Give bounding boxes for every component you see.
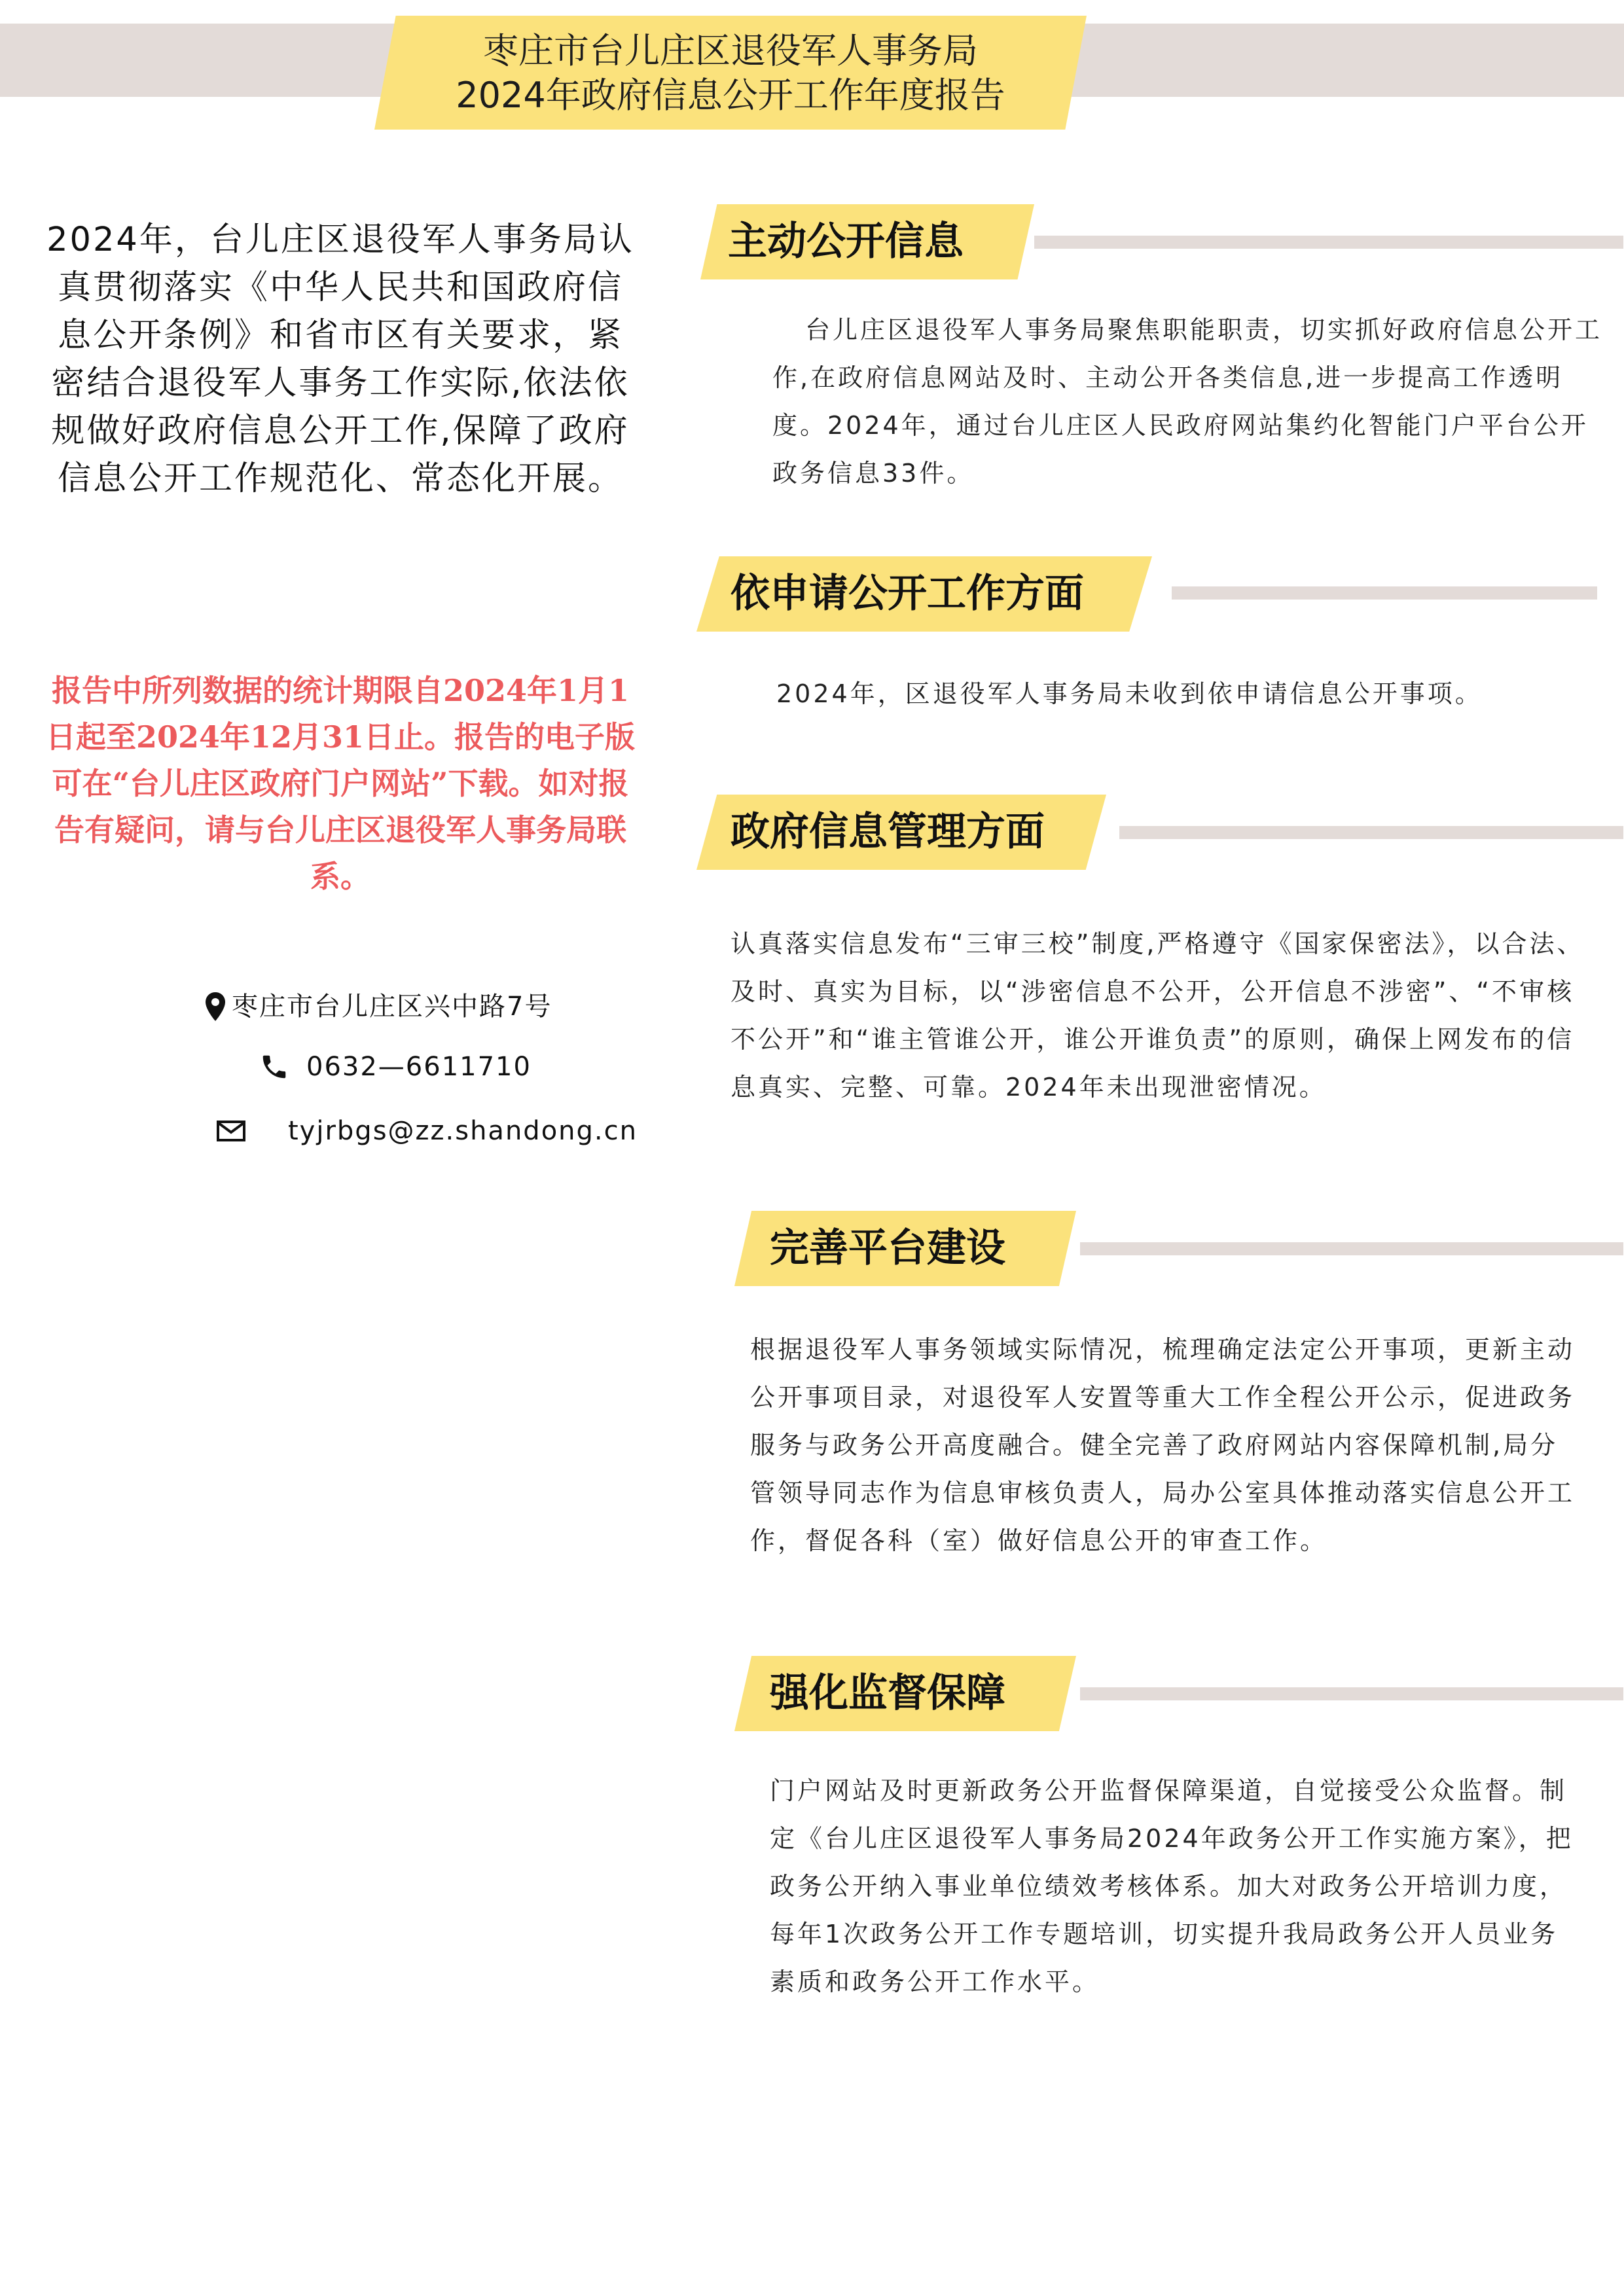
section-body: 认真落实信息发布“三审三校”制度,严格遵守《国家保密法》，以合法、及时、真实为目标，以“涉密信息不公开，公开信息不涉密”、“不审核不公开”和“谁主管谁公开，谁公开谁负责”的原则，确保上网发布的信息真实、完整、可靠。2024年未出现泄密情况。 [731, 929, 1585, 1102]
report-title-line1: 枣庄市台儿庄区退役军人事务局 [483, 30, 978, 71]
section-divider-line [1119, 826, 1623, 839]
section-divider-line [1080, 1242, 1623, 1255]
statistics-notice: 报告中所列数据的统计期限自2024年1月1日起至2024年12月31日止。报告的电子版可在“台儿庄区政府门户网站”下载。如对报告有疑问，请与台儿庄区退役军人事务局联系。 [45, 673, 636, 894]
section-title: 政府信息管理方面 [731, 809, 1045, 855]
report-title-line2: 2024年政府信息公开工作年度报告 [456, 75, 1005, 116]
report-title [374, 29, 1087, 118]
section-divider-line [1172, 586, 1597, 600]
section-title: 主动公开信息 [728, 219, 964, 264]
contact-address [204, 987, 597, 1026]
contact-phone [259, 1047, 626, 1086]
section-divider-line [1080, 1687, 1623, 1700]
section-body: 根据退役军人事务领域实际情况，梳理确定法定公开事项，更新主动公开事项目录，对退役军人安置等重大工作全程公开公示，促进政务服务与政务公开高度融合。健全完善了政府网站内容保障机制,局分管领导同志作为信息审核负责人，局办公室具体推动落实信息公开工作，督促各科（室）做好信息公开的审查工作。 [750, 1335, 1576, 1555]
contact-email-text: tyjrbgs@zz.shandong.cn [288, 1116, 638, 1146]
section-body: 门户网站及时更新政务公开监督保障渠道，自觉接受公众监督。制定《台儿庄区退役军人事务局2024年政务公开工作实施方案》，把政务公开纳入事业单位绩效考核体系。加大对政务公开培训力度，每年1次政务公开工作专题培训，切实提升我局政务公开人员业务素质和政务公开工作水平。 [770, 1776, 1574, 1996]
section-body: 2024年，区退役军人事务局未收到依申请信息公开事项。 [776, 679, 1483, 708]
section-title: 依申请公开工作方面 [731, 571, 1084, 617]
section-title: 强化监督保障 [770, 1670, 1005, 1716]
phone-icon [259, 1052, 289, 1082]
contact-email [216, 1111, 674, 1151]
location-pin-icon [204, 991, 226, 1022]
section-title: 完善平台建设 [770, 1225, 1005, 1271]
intro-paragraph: 2024年，台儿庄区退役军人事务局认真贯彻落实《中华人民共和国政府信息公开条例》和省市区有关要求，紧密结合退役军人事务工作实际,依法依规做好政府信息公开工作,保障了政府信息公开工作规范化、常态化开展。 [46, 221, 634, 498]
section-divider-line [1034, 236, 1623, 249]
contact-address-text: 枣庄市台儿庄区兴中路7号 [232, 992, 552, 1022]
section-body: 台儿庄区退役军人事务局聚焦职能职责，切实抓好政府信息公开工作,在政府信息网站及时、主动公开各类信息,进一步提高工作透明度。2024年，通过台儿庄区人民政府网站集约化智能门户平台公开政务信息33件。 [772, 315, 1603, 488]
contact-phone-text: 0632—6611710 [306, 1052, 532, 1082]
envelope-icon [216, 1120, 246, 1142]
